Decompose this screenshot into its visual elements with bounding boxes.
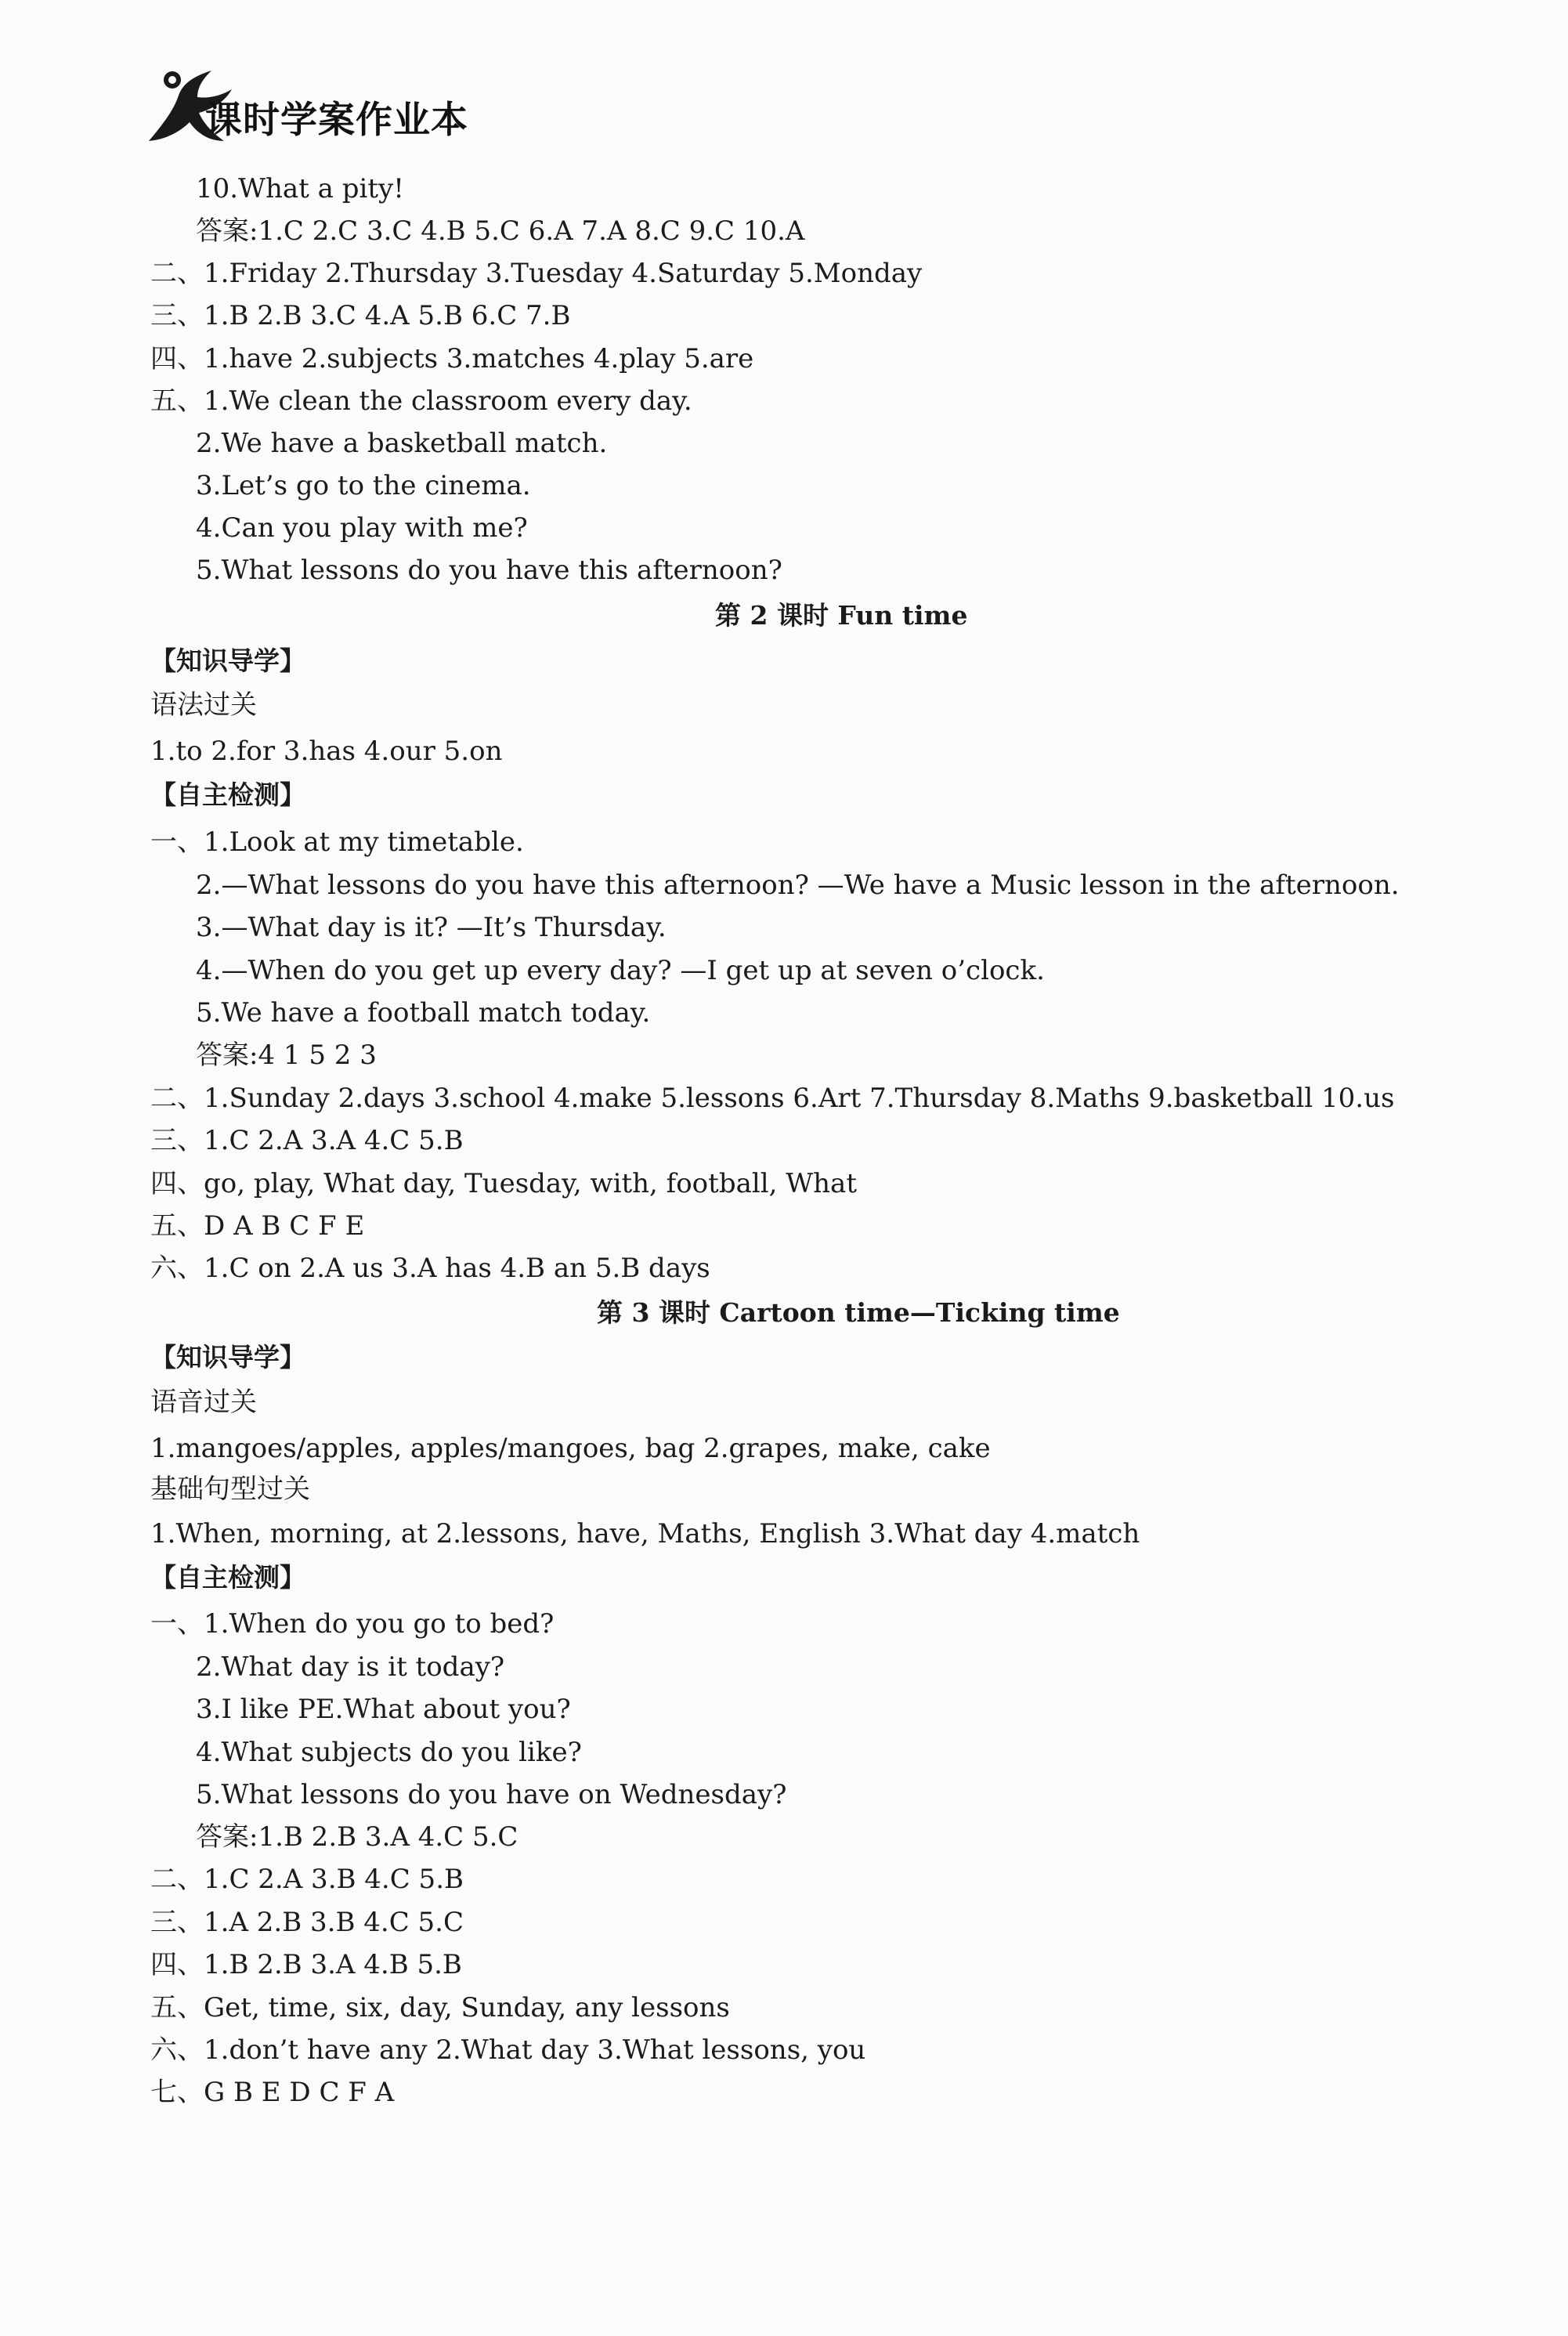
answer-line: 3.Let’s go to the cinema.: [196, 470, 531, 501]
subsection-label: 语法过关: [150, 689, 257, 721]
answer-line: 二、1.Friday 2.Thursday 3.Tuesday 4.Saturday 5.Monday: [150, 258, 923, 289]
answer-line: 4.What subjects do you like?: [196, 1737, 582, 1768]
answer-line: 五、1.We clean the classroom every day.: [150, 385, 692, 417]
section-heading: 第 2 课时 Fun time: [715, 600, 968, 631]
answer-line: 4.—When do you get up every day? —I get up at seven o’clock.: [196, 955, 1045, 986]
answer-line: 一、1.When do you go to bed?: [150, 1608, 555, 1640]
section-label: 【自主检测】: [150, 779, 305, 810]
subsection-label: 语音过关: [150, 1387, 257, 1418]
answer-line: 一、1.Look at my timetable.: [150, 826, 524, 858]
section-label: 【知识导学】: [150, 645, 305, 676]
answer-line: 答案:1.B 2.B 3.A 4.C 5.C: [196, 1821, 518, 1853]
answer-line: 2.—What lessons do you have this afternoon? —We have a Music lesson in the afternoon.: [196, 870, 1400, 901]
answer-line: 六、1.don’t have any 2.What day 3.What lessons, you: [150, 2034, 866, 2066]
answer-line: 六、1.C on 2.A us 3.A has 4.B an 5.B days: [150, 1253, 710, 1284]
answer-line: 三、1.B 2.B 3.C 4.A 5.B 6.C 7.B: [150, 300, 571, 331]
answer-line: 四、go, play, What day, Tuesday, with, football, What: [150, 1168, 857, 1199]
answer-line: 5.What lessons do you have this afternoon?: [196, 555, 782, 586]
answer-line: 三、1.C 2.A 3.A 4.C 5.B: [150, 1125, 464, 1156]
brand-title: 课时学案作业本: [205, 99, 468, 142]
answer-line: 2.What day is it today?: [196, 1651, 505, 1683]
answer-line: 二、1.Sunday 2.days 3.school 4.make 5.lessons 6.Art 7.Thursday 8.Maths 9.basketball 10.us: [150, 1083, 1395, 1114]
section-label: 【自主检测】: [150, 1562, 305, 1593]
answer-line: 四、1.B 2.B 3.A 4.B 5.B: [150, 1949, 462, 1980]
section-heading: 第 3 课时 Cartoon time—Ticking time: [597, 1297, 1120, 1328]
answer-line: 二、1.C 2.A 3.B 4.C 5.B: [150, 1864, 464, 1895]
answer-line: 三、1.A 2.B 3.B 4.C 5.C: [150, 1907, 464, 1938]
answer-line: 5.What lessons do you have on Wednesday?: [196, 1779, 787, 1810]
answer-line: 5.We have a football match today.: [196, 997, 651, 1029]
answer-line: 五、Get, time, six, day, Sunday, any lessons: [150, 1992, 730, 2023]
answer-line: 3.I like PE.What about you?: [196, 1694, 571, 1725]
answer-line: 10.What a pity!: [196, 173, 404, 204]
answer-line: 答案:4 1 5 2 3: [196, 1040, 377, 1071]
answer-line: 四、1.have 2.subjects 3.matches 4.play 5.are: [150, 343, 754, 374]
answer-line: 1.mangoes/apples, apples/mangoes, bag 2.grapes, make, cake: [150, 1433, 991, 1464]
section-label: 【知识导学】: [150, 1342, 305, 1372]
answer-line: 1.to 2.for 3.has 4.our 5.on: [150, 736, 503, 767]
answer-line: 3.—What day is it? —It’s Thursday.: [196, 912, 667, 943]
answer-line: 五、D A B C F E: [150, 1210, 365, 1242]
answer-line: 4.Can you play with me?: [196, 512, 528, 544]
answer-line: 七、G B E D C F A: [150, 2077, 395, 2108]
answer-line: 1.When, morning, at 2.lessons, have, Maths, English 3.What day 4.match: [150, 1518, 1140, 1549]
answer-line: 2.We have a basketball match.: [196, 428, 608, 459]
subsection-label: 基础句型过关: [150, 1474, 310, 1505]
answer-line: 答案:1.C 2.C 3.C 4.B 5.C 6.A 7.A 8.C 9.C 10.A: [196, 215, 805, 247]
